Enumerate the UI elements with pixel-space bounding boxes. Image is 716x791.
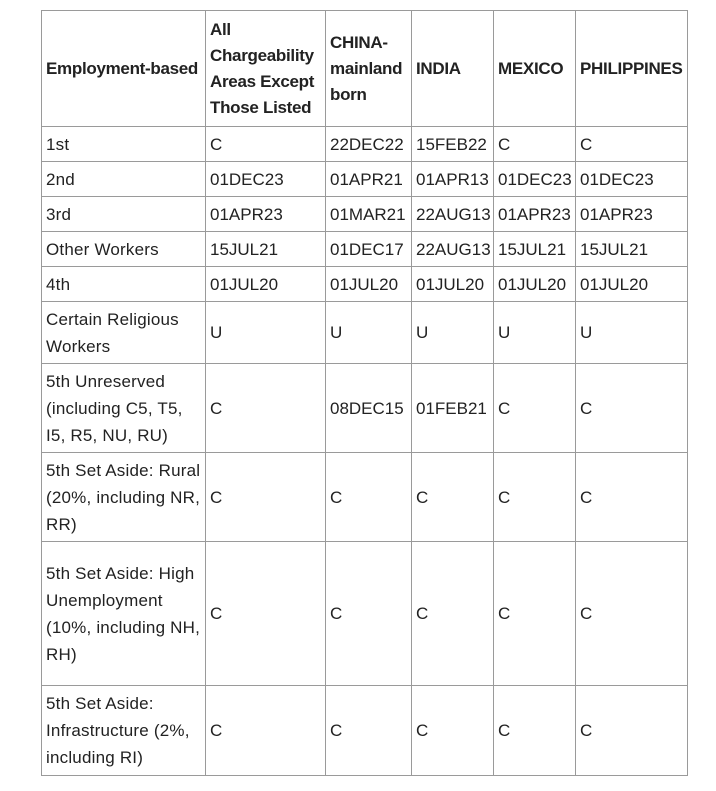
category-cell: 2nd: [42, 162, 206, 197]
header-china: CHINA-mainland born: [326, 11, 412, 127]
category-cell: 1st: [42, 127, 206, 162]
date-cell: C: [494, 127, 576, 162]
date-cell: U: [206, 302, 326, 364]
date-cell: 15JUL21: [206, 232, 326, 267]
date-cell: C: [494, 542, 576, 686]
date-cell: 01APR13: [412, 162, 494, 197]
header-philippines: PHILIPPINES: [576, 11, 688, 127]
date-cell: 22AUG13: [412, 197, 494, 232]
date-cell: C: [206, 364, 326, 453]
date-cell: C: [576, 453, 688, 542]
date-cell: U: [576, 302, 688, 364]
table-row: [42, 686, 688, 776]
date-cell: 01MAR21: [326, 197, 412, 232]
header-employment-based: Employment-based: [42, 11, 206, 127]
date-cell: C: [206, 127, 326, 162]
date-cell: U: [412, 302, 494, 364]
category-cell: 5th Unreserved (including C5, T5, I5, R5, NU, RU): [42, 364, 206, 453]
table-row: [42, 542, 688, 686]
table-row: [42, 302, 688, 364]
date-cell: C: [206, 686, 326, 776]
date-cell: 01APR23: [576, 197, 688, 232]
date-cell: 01FEB21: [412, 364, 494, 453]
date-cell: 01DEC17: [326, 232, 412, 267]
date-cell: U: [326, 302, 412, 364]
date-cell: 15JUL21: [494, 232, 576, 267]
table-row: [42, 267, 688, 302]
category-cell: 5th Set Aside: Infrastructure (2%, including RI): [42, 686, 206, 776]
date-cell: 01JUL20: [412, 267, 494, 302]
date-cell: C: [206, 453, 326, 542]
date-cell: C: [494, 364, 576, 453]
date-cell: C: [494, 453, 576, 542]
date-cell: 01APR21: [326, 162, 412, 197]
date-cell: C: [576, 686, 688, 776]
date-cell: 01JUL20: [206, 267, 326, 302]
header-mexico: MEXICO: [494, 11, 576, 127]
date-cell: C: [576, 542, 688, 686]
table-row: [42, 232, 688, 267]
table-row: [42, 162, 688, 197]
date-cell: 15FEB22: [412, 127, 494, 162]
date-cell: C: [412, 453, 494, 542]
date-cell: 01DEC23: [576, 162, 688, 197]
table-row: [42, 127, 688, 162]
date-cell: 01JUL20: [494, 267, 576, 302]
table-row: [42, 197, 688, 232]
category-cell: 5th Set Aside: Rural (20%, including NR, RR): [42, 453, 206, 542]
date-cell: C: [206, 542, 326, 686]
category-cell: 3rd: [42, 197, 206, 232]
date-cell: 01DEC23: [206, 162, 326, 197]
date-cell: C: [412, 686, 494, 776]
category-cell: 4th: [42, 267, 206, 302]
date-cell: 15JUL21: [576, 232, 688, 267]
date-cell: C: [326, 453, 412, 542]
visa-bulletin-table: [41, 10, 688, 776]
date-cell: 22DEC22: [326, 127, 412, 162]
date-cell: 22AUG13: [412, 232, 494, 267]
date-cell: U: [494, 302, 576, 364]
date-cell: C: [494, 686, 576, 776]
date-cell: 01APR23: [206, 197, 326, 232]
date-cell: C: [576, 127, 688, 162]
header-all-chargeability: All Chargeability Areas Except Those Listed: [206, 11, 326, 127]
header-row: [42, 11, 688, 127]
date-cell: 01JUL20: [326, 267, 412, 302]
date-cell: C: [326, 686, 412, 776]
date-cell: 01APR23: [494, 197, 576, 232]
date-cell: C: [326, 542, 412, 686]
table-row: [42, 453, 688, 542]
category-cell: Other Workers: [42, 232, 206, 267]
date-cell: C: [412, 542, 494, 686]
date-cell: 01DEC23: [494, 162, 576, 197]
date-cell: 01JUL20: [576, 267, 688, 302]
category-cell: 5th Set Aside: High Unemployment (10%, including NH, RH): [42, 542, 206, 686]
category-cell: Certain Religious Workers: [42, 302, 206, 364]
date-cell: 08DEC15: [326, 364, 412, 453]
date-cell: C: [576, 364, 688, 453]
header-india: INDIA: [412, 11, 494, 127]
table-row: [42, 364, 688, 453]
